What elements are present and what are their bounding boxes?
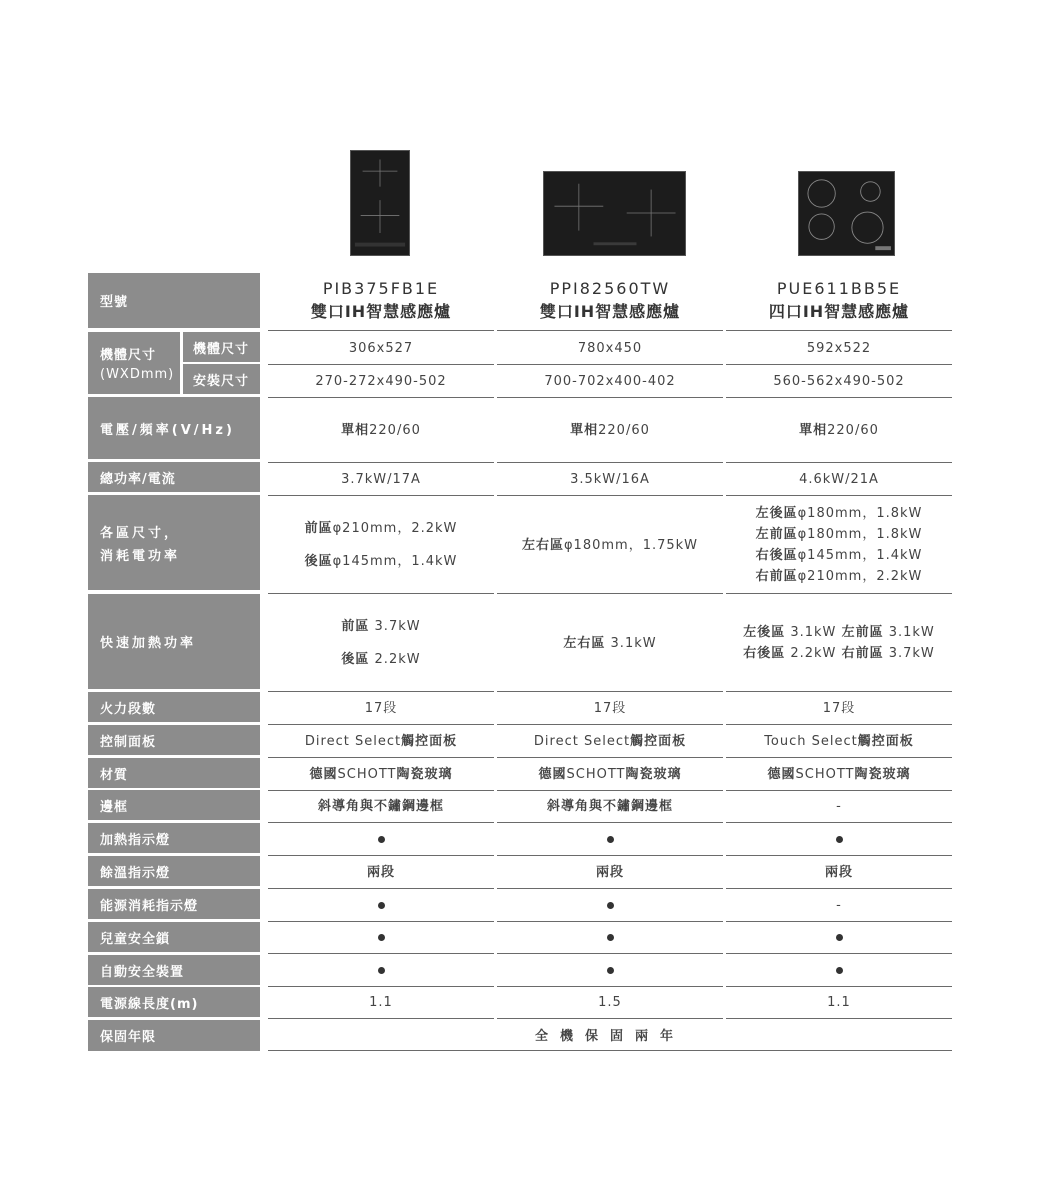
cooktop-4zone-icon bbox=[799, 172, 894, 255]
header-col-1 bbox=[268, 272, 494, 331]
power-cell: 3.5kW/16A bbox=[497, 464, 723, 496]
header-col-3 bbox=[726, 272, 952, 331]
filled-dot-icon bbox=[378, 902, 385, 909]
label-zone-power-line1: 各區尺寸， bbox=[100, 525, 181, 541]
auto-safety-cell bbox=[726, 955, 952, 987]
boost-line: 左後區 3.1kW bbox=[743, 625, 837, 640]
heat-indicator-cell bbox=[268, 824, 494, 856]
label-cord: 電源線長度(m) bbox=[88, 987, 260, 1017]
control-cell: Touch Select觸控面板 bbox=[726, 726, 952, 758]
boost-line: 後區 2.2kW bbox=[341, 652, 421, 667]
label-residual: 餘溫指示燈 bbox=[88, 856, 260, 886]
levels-cell: 17段 bbox=[497, 693, 723, 725]
frame-cell: 斜導角與不鏽鋼邊框 bbox=[268, 791, 494, 823]
cord-cell: 1.5 bbox=[497, 987, 723, 1019]
label-machine-size-line2: (WXDmm) bbox=[100, 367, 175, 382]
zone-power-cell bbox=[268, 497, 494, 594]
label-control: 控制面板 bbox=[88, 725, 260, 755]
label-power: 總功率/電流 bbox=[88, 462, 260, 492]
body-size-cell: 592x522 bbox=[726, 333, 952, 365]
filled-dot-icon bbox=[378, 934, 385, 941]
voltage-cell: 單相220/60 bbox=[497, 399, 723, 463]
model-number: PUE611BB5E bbox=[776, 279, 902, 298]
zone-line: 後區φ145mm，1.4kW bbox=[304, 554, 458, 569]
zone-line: 前區φ210mm，2.2kW bbox=[304, 521, 458, 536]
boost-line: 右前區 3.7kW bbox=[841, 646, 935, 661]
energy-cell bbox=[497, 890, 723, 922]
filled-dot-icon bbox=[607, 967, 614, 974]
cooktop-2zone-vertical-icon bbox=[351, 151, 409, 255]
filled-dot-icon bbox=[378, 836, 385, 843]
filled-dot-icon bbox=[836, 836, 843, 843]
filled-dot-icon bbox=[607, 934, 614, 941]
filled-dot-icon bbox=[836, 967, 843, 974]
zone-power-cell bbox=[726, 497, 952, 594]
auto-safety-cell bbox=[268, 955, 494, 987]
label-model: 型號 bbox=[88, 273, 260, 328]
boost-cell bbox=[726, 595, 952, 692]
label-material: 材質 bbox=[88, 758, 260, 788]
cord-cell: 1.1 bbox=[268, 987, 494, 1019]
product-image-pib375fb1e bbox=[350, 150, 410, 256]
boost-line: 左右區 3.1kW bbox=[563, 635, 657, 651]
zone-line: 左右區φ180mm，1.75kW bbox=[521, 537, 699, 553]
power-cell: 3.7kW/17A bbox=[268, 464, 494, 496]
power-cell: 4.6kW/21A bbox=[726, 464, 952, 496]
levels-cell: 17段 bbox=[726, 693, 952, 725]
boost-cell bbox=[268, 595, 494, 692]
residual-cell: 兩段 bbox=[497, 857, 723, 889]
label-zone-power-line2: 消耗電功率 bbox=[100, 548, 181, 564]
material-cell: 德國SCHOTT陶瓷玻璃 bbox=[497, 759, 723, 791]
model-number: PPI82560TW bbox=[549, 279, 671, 298]
product-name: 雙口IH智慧感應爐 bbox=[539, 302, 681, 321]
label-warranty: 保固年限 bbox=[88, 1020, 260, 1051]
child-lock-cell bbox=[268, 922, 494, 954]
label-machine-size-line1: 機體尺寸 bbox=[100, 348, 157, 363]
product-name: 四口IH智慧感應爐 bbox=[768, 302, 910, 321]
label-energy: 能源消耗指示燈 bbox=[88, 889, 260, 919]
label-auto-safety: 自動安全裝置 bbox=[88, 955, 260, 985]
label-voltage: 電壓/頻率(V/Hz) bbox=[88, 397, 260, 459]
boost-cell bbox=[497, 595, 723, 692]
heat-indicator-cell bbox=[497, 824, 723, 856]
frame-cell: 斜導角與不鏽鋼邊框 bbox=[497, 791, 723, 823]
cord-cell: 1.1 bbox=[726, 987, 952, 1019]
label-heat-indicator: 加熱指示燈 bbox=[88, 823, 260, 853]
material-cell: 德國SCHOTT陶瓷玻璃 bbox=[268, 759, 494, 791]
residual-cell: 兩段 bbox=[268, 857, 494, 889]
zone-line: 右前區φ210mm，2.2kW bbox=[755, 569, 923, 584]
label-machine-size bbox=[88, 332, 180, 394]
boost-line: 右後區 2.2kW bbox=[743, 646, 837, 661]
frame-cell: - bbox=[726, 791, 952, 823]
product-image-pue611bb5e bbox=[798, 171, 895, 256]
energy-cell: - bbox=[726, 890, 952, 922]
zone-power-cell bbox=[497, 497, 723, 594]
warranty-value: 全機保固兩年 bbox=[268, 1019, 952, 1051]
product-image-ppi82560tw bbox=[543, 171, 686, 256]
label-zone-power bbox=[88, 495, 260, 590]
zone-line: 左後區φ180mm，1.8kW bbox=[755, 506, 923, 521]
body-size-cell: 306x527 bbox=[268, 333, 494, 365]
install-size-cell: 270-272x490-502 bbox=[268, 366, 494, 398]
control-cell: Direct Select觸控面板 bbox=[497, 726, 723, 758]
material-cell: 德國SCHOTT陶瓷玻璃 bbox=[726, 759, 952, 791]
install-size-cell: 700-702x400-402 bbox=[497, 366, 723, 398]
label-install-size: 安裝尺寸 bbox=[183, 364, 260, 394]
filled-dot-icon bbox=[836, 934, 843, 941]
zone-line: 左前區φ180mm，1.8kW bbox=[755, 527, 923, 542]
filled-dot-icon bbox=[378, 967, 385, 974]
heat-indicator-cell bbox=[726, 824, 952, 856]
residual-cell: 兩段 bbox=[726, 857, 952, 889]
boost-line: 前區 3.7kW bbox=[341, 619, 421, 634]
zone-line: 右後區φ145mm，1.4kW bbox=[755, 548, 923, 563]
install-size-cell: 560-562x490-502 bbox=[726, 366, 952, 398]
label-child-lock: 兒童安全鎖 bbox=[88, 922, 260, 952]
levels-cell: 17段 bbox=[268, 693, 494, 725]
child-lock-cell bbox=[726, 922, 952, 954]
boost-line: 左前區 3.1kW bbox=[841, 625, 935, 640]
voltage-cell: 單相220/60 bbox=[726, 399, 952, 463]
label-body-size: 機體尺寸 bbox=[183, 332, 260, 362]
filled-dot-icon bbox=[607, 836, 614, 843]
energy-cell bbox=[268, 890, 494, 922]
product-name: 雙口IH智慧感應爐 bbox=[310, 302, 452, 321]
cooktop-2zone-wide-icon bbox=[544, 172, 685, 255]
label-boost: 快速加熱功率 bbox=[88, 594, 260, 689]
voltage-cell: 單相220/60 bbox=[268, 399, 494, 463]
auto-safety-cell bbox=[497, 955, 723, 987]
label-levels: 火力段數 bbox=[88, 692, 260, 722]
body-size-cell: 780x450 bbox=[497, 333, 723, 365]
label-frame: 邊框 bbox=[88, 790, 260, 820]
header-col-2 bbox=[497, 272, 723, 331]
control-cell: Direct Select觸控面板 bbox=[268, 726, 494, 758]
model-number: PIB375FB1E bbox=[322, 279, 440, 298]
filled-dot-icon bbox=[607, 902, 614, 909]
child-lock-cell bbox=[497, 922, 723, 954]
